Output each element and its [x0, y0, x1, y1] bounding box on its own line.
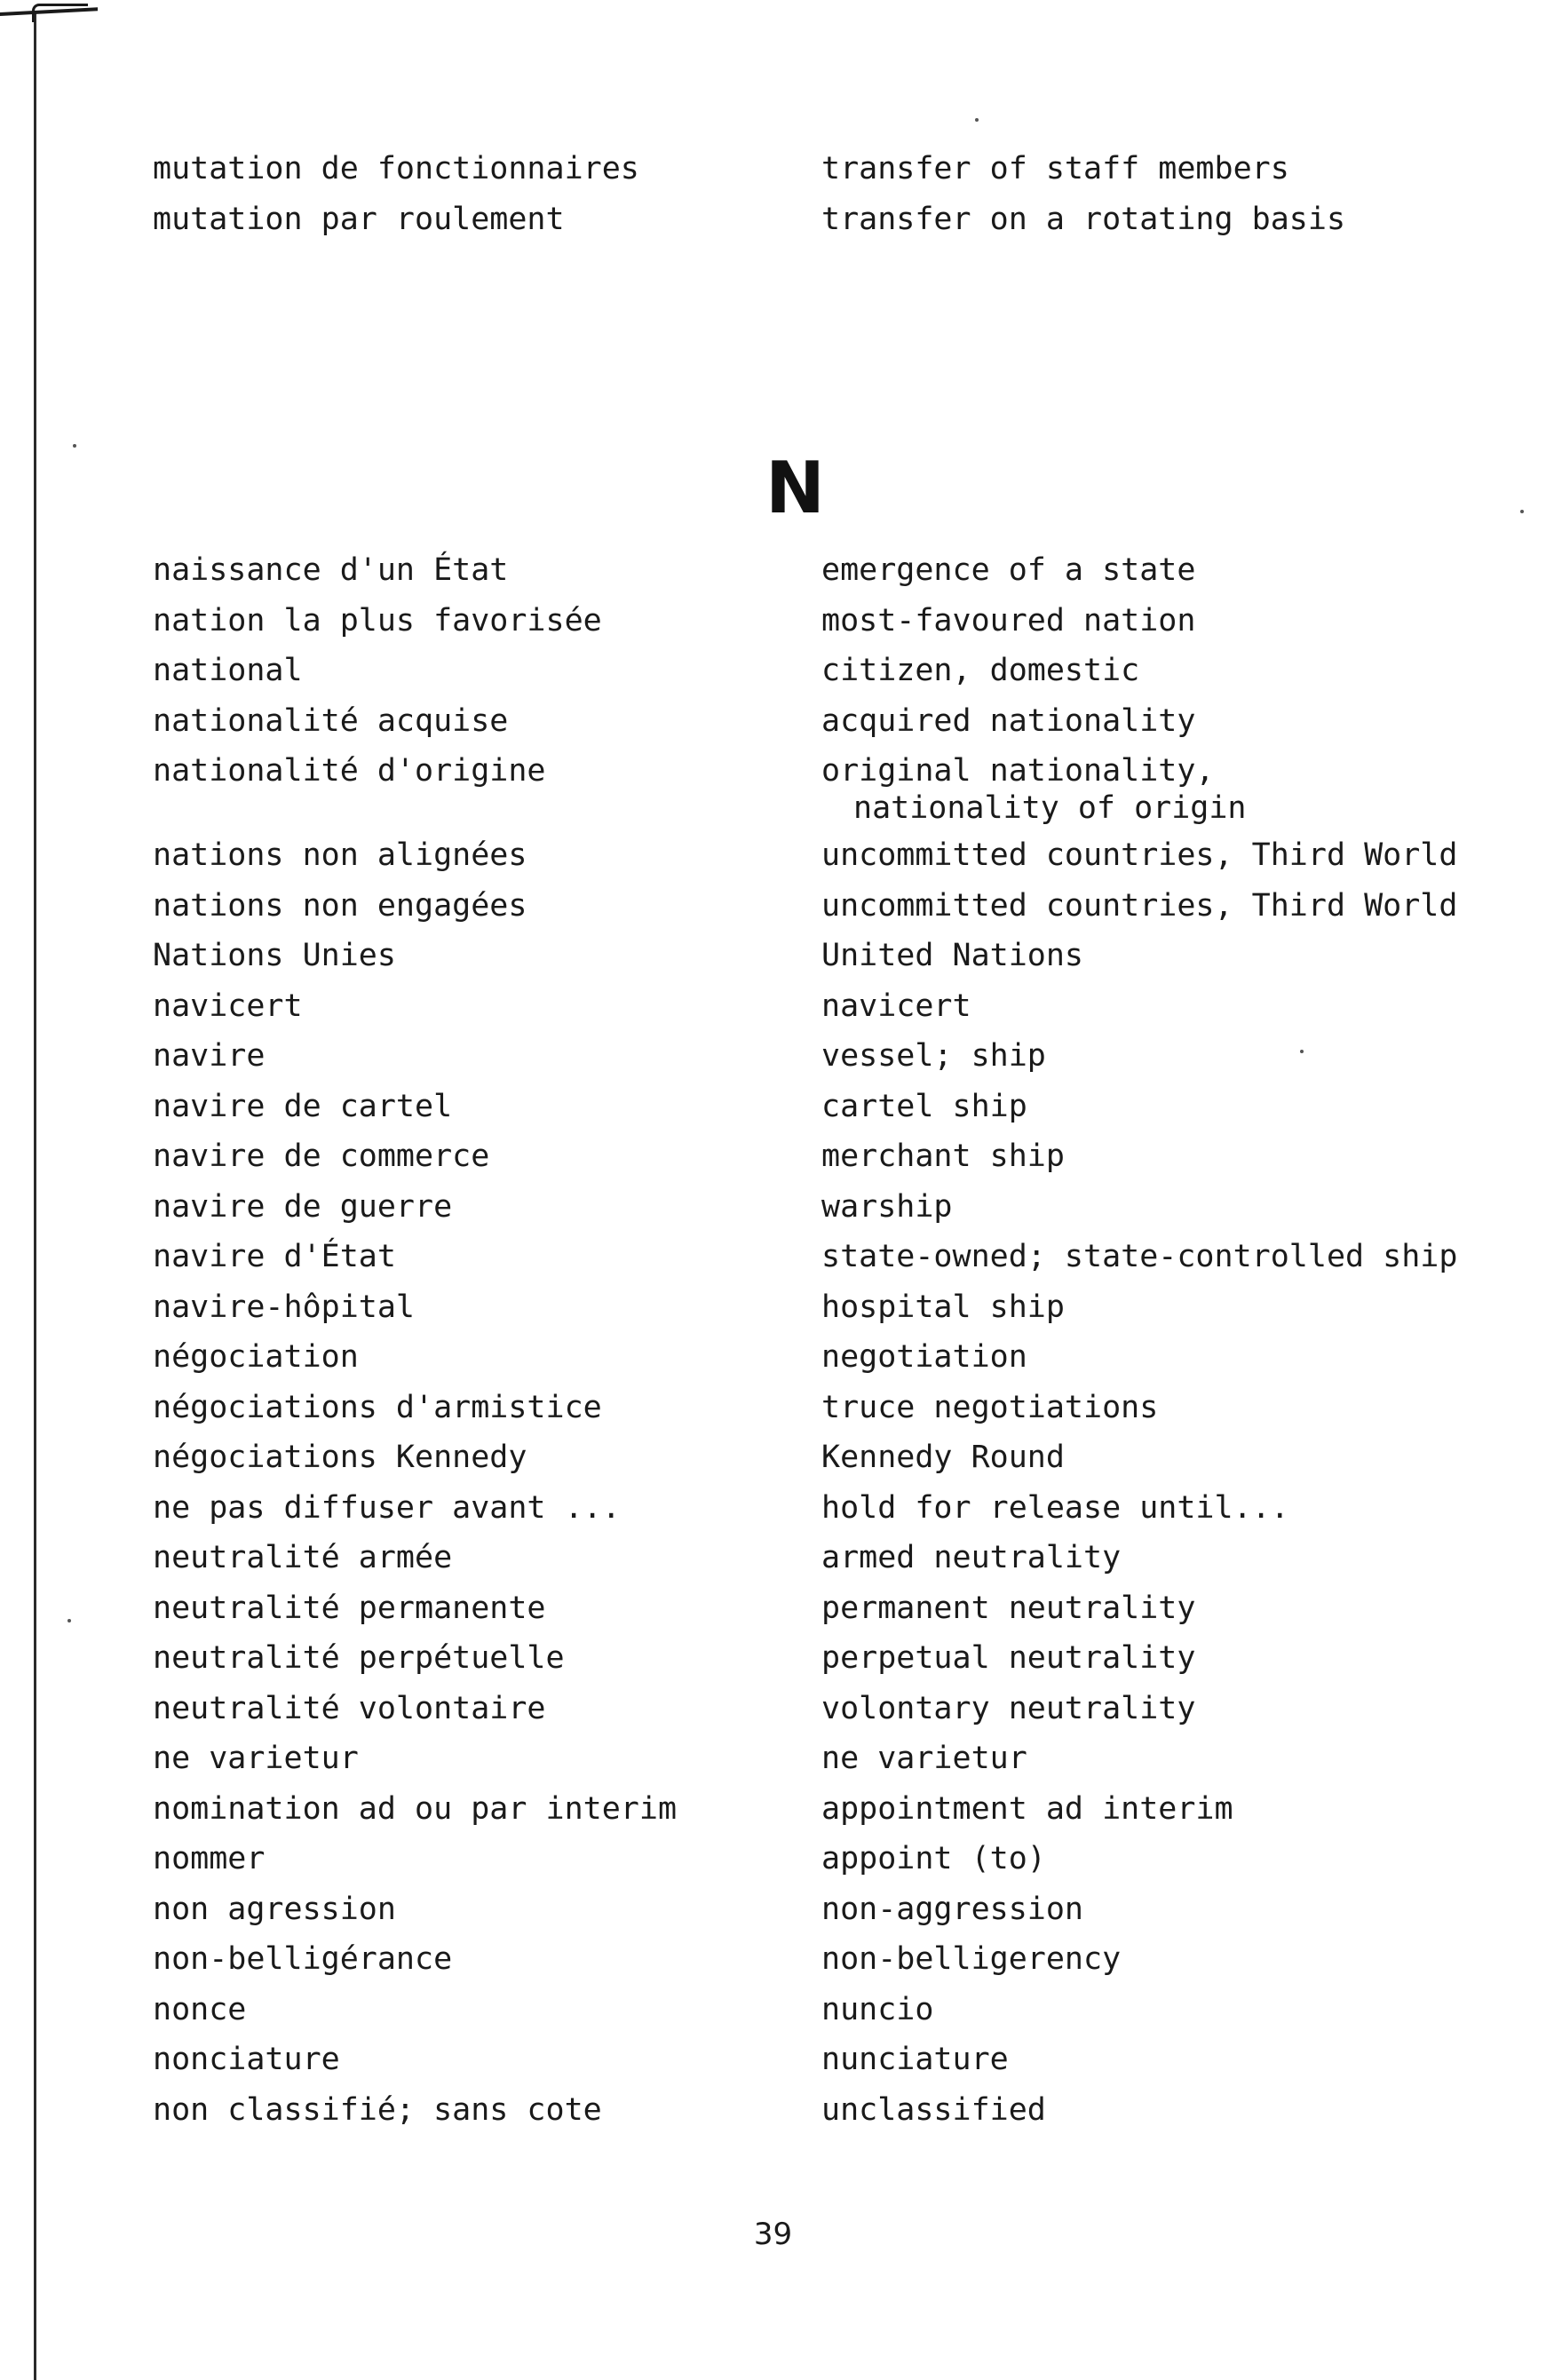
- glossary-row: [0, 836, 1546, 886]
- english-term: hospital ship: [821, 1289, 1065, 1325]
- english-term: United Nations: [821, 938, 1084, 973]
- glossary-row: [0, 1689, 1546, 1740]
- english-term: Kennedy Round: [821, 1440, 1065, 1475]
- english-term: non-aggression: [821, 1891, 1084, 1927]
- glossary-row: [0, 987, 1546, 1037]
- french-term: nonciature: [153, 2042, 340, 2077]
- french-term: Nations Unies: [153, 938, 396, 973]
- french-term: nationalité d'origine: [153, 753, 546, 789]
- english-term: appointment ad interim: [821, 1790, 1233, 1827]
- english-term: warship: [821, 1188, 953, 1225]
- page-number: 39: [753, 2217, 793, 2252]
- english-term: truce negotiations: [821, 1389, 1159, 1425]
- glossary-row: [0, 601, 1546, 652]
- glossary-row: [0, 936, 1546, 987]
- glossary-row: [0, 1940, 1546, 1990]
- french-term: nationalité acquise: [153, 702, 509, 739]
- english-term: ne varietur: [821, 1741, 1027, 1776]
- french-term: négociation: [153, 1339, 359, 1375]
- french-term: naissance d'un État: [153, 552, 509, 588]
- glossary-row: [0, 886, 1546, 937]
- french-term: nonce: [153, 1991, 247, 2027]
- english-term: emergence of a state: [821, 552, 1196, 588]
- french-term: navire de cartel: [153, 1088, 453, 1124]
- glossary-row: [0, 149, 1546, 200]
- french-term: nation la plus favorisée: [153, 602, 602, 639]
- glossary-row: [0, 751, 1546, 836]
- glossary-row: [0, 200, 1546, 250]
- english-term: nunciature: [821, 2042, 1009, 2077]
- french-term: nommer: [153, 1841, 266, 1876]
- glossary-entries: [0, 551, 1546, 2140]
- english-term: transfer on a rotating basis: [821, 201, 1346, 237]
- scan-speck: [1300, 1050, 1304, 1053]
- french-term: neutralité armée: [153, 1540, 453, 1575]
- glossary-row: [0, 1990, 1546, 2041]
- english-term-continuation: nationality of origin: [853, 790, 1247, 826]
- english-term: appoint (to): [821, 1841, 1046, 1876]
- glossary-row: [0, 1237, 1546, 1288]
- glossary-row: [0, 1087, 1546, 1138]
- english-term: vessel; ship: [821, 1038, 1046, 1074]
- glossary-row: [0, 2040, 1546, 2090]
- french-term: navire-hôpital: [153, 1289, 416, 1325]
- section-letter-heading: N: [765, 447, 825, 529]
- glossary-row: [0, 2090, 1546, 2141]
- french-term: ne varietur: [153, 1741, 359, 1776]
- english-term: uncommitted countries, Third World: [821, 887, 1458, 924]
- glossary-row: [0, 1839, 1546, 1890]
- english-term: armed neutrality: [821, 1540, 1122, 1575]
- french-term: national: [153, 653, 303, 688]
- glossary-row: [0, 1137, 1546, 1187]
- french-term: négociations Kennedy: [153, 1440, 527, 1475]
- english-term: perpetual neutrality: [821, 1640, 1196, 1676]
- glossary-row: [0, 1288, 1546, 1338]
- english-term: state-owned; state-controlled ship: [821, 1239, 1458, 1274]
- previous-letter-entries: [0, 149, 1546, 250]
- glossary-row: [0, 1388, 1546, 1439]
- english-term: [821, 751, 1532, 826]
- glossary-row: [0, 1890, 1546, 1940]
- english-term: volontary neutrality: [821, 1690, 1196, 1726]
- english-term: nuncio: [821, 1991, 934, 2027]
- english-term: most-favoured nation: [821, 602, 1196, 639]
- glossary-row: [0, 1638, 1546, 1689]
- glossary-row: [0, 1589, 1546, 1639]
- french-term: navire de guerre: [153, 1188, 453, 1225]
- french-term: nomination ad ou par interim: [153, 1790, 678, 1827]
- french-term: navire de commerce: [153, 1138, 490, 1174]
- english-term: merchant ship: [821, 1138, 1065, 1174]
- french-term: nations non alignées: [153, 837, 527, 873]
- french-term: neutralité volontaire: [153, 1690, 546, 1726]
- english-term: non-belligerency: [821, 1941, 1122, 1977]
- scan-speck: [73, 444, 76, 448]
- english-term-line: original nationality,: [821, 753, 1215, 789]
- scan-speck: [1520, 510, 1524, 513]
- glossary-row: [0, 651, 1546, 702]
- french-term: navire d'État: [153, 1239, 396, 1274]
- scan-speck: [67, 1619, 71, 1622]
- french-term: mutation par roulement: [153, 201, 565, 237]
- english-term: transfer of staff members: [821, 151, 1289, 186]
- page-corner-hook: [32, 4, 88, 22]
- glossary-row: [0, 1538, 1546, 1589]
- english-term: hold for release until...: [821, 1489, 1289, 1526]
- french-term: non agression: [153, 1891, 396, 1927]
- glossary-row: [0, 1488, 1546, 1539]
- english-term: negotiation: [821, 1339, 1027, 1375]
- french-term: navire: [153, 1038, 266, 1074]
- french-term: navicert: [153, 988, 303, 1024]
- french-term: mutation de fonctionnaires: [153, 151, 639, 186]
- glossary-row: [0, 1337, 1546, 1388]
- english-term: citizen, domestic: [821, 653, 1140, 688]
- french-term: ne pas diffuser avant ...: [153, 1489, 621, 1526]
- glossary-row: [0, 1438, 1546, 1488]
- english-term: acquired nationality: [821, 702, 1196, 739]
- english-term: uncommitted countries, Third World: [821, 837, 1458, 873]
- glossary-row: [0, 1739, 1546, 1789]
- french-term: neutralité permanente: [153, 1590, 546, 1626]
- glossary-row: [0, 1187, 1546, 1238]
- english-term: cartel ship: [821, 1088, 1027, 1124]
- french-term: non classifié; sans cote: [153, 2091, 602, 2128]
- scan-speck: [975, 118, 979, 122]
- french-term: neutralité perpétuelle: [153, 1640, 565, 1676]
- english-term: unclassified: [821, 2091, 1046, 2128]
- glossary-row: [0, 1789, 1546, 1840]
- glossary-row: [0, 551, 1546, 601]
- glossary-row: [0, 702, 1546, 752]
- french-term: nations non engagées: [153, 887, 527, 924]
- french-term: négociations d'armistice: [153, 1389, 602, 1425]
- french-term: non-belligérance: [153, 1941, 453, 1977]
- english-term: permanent neutrality: [821, 1590, 1196, 1626]
- english-term: navicert: [821, 988, 971, 1024]
- glossary-row: [0, 1036, 1546, 1087]
